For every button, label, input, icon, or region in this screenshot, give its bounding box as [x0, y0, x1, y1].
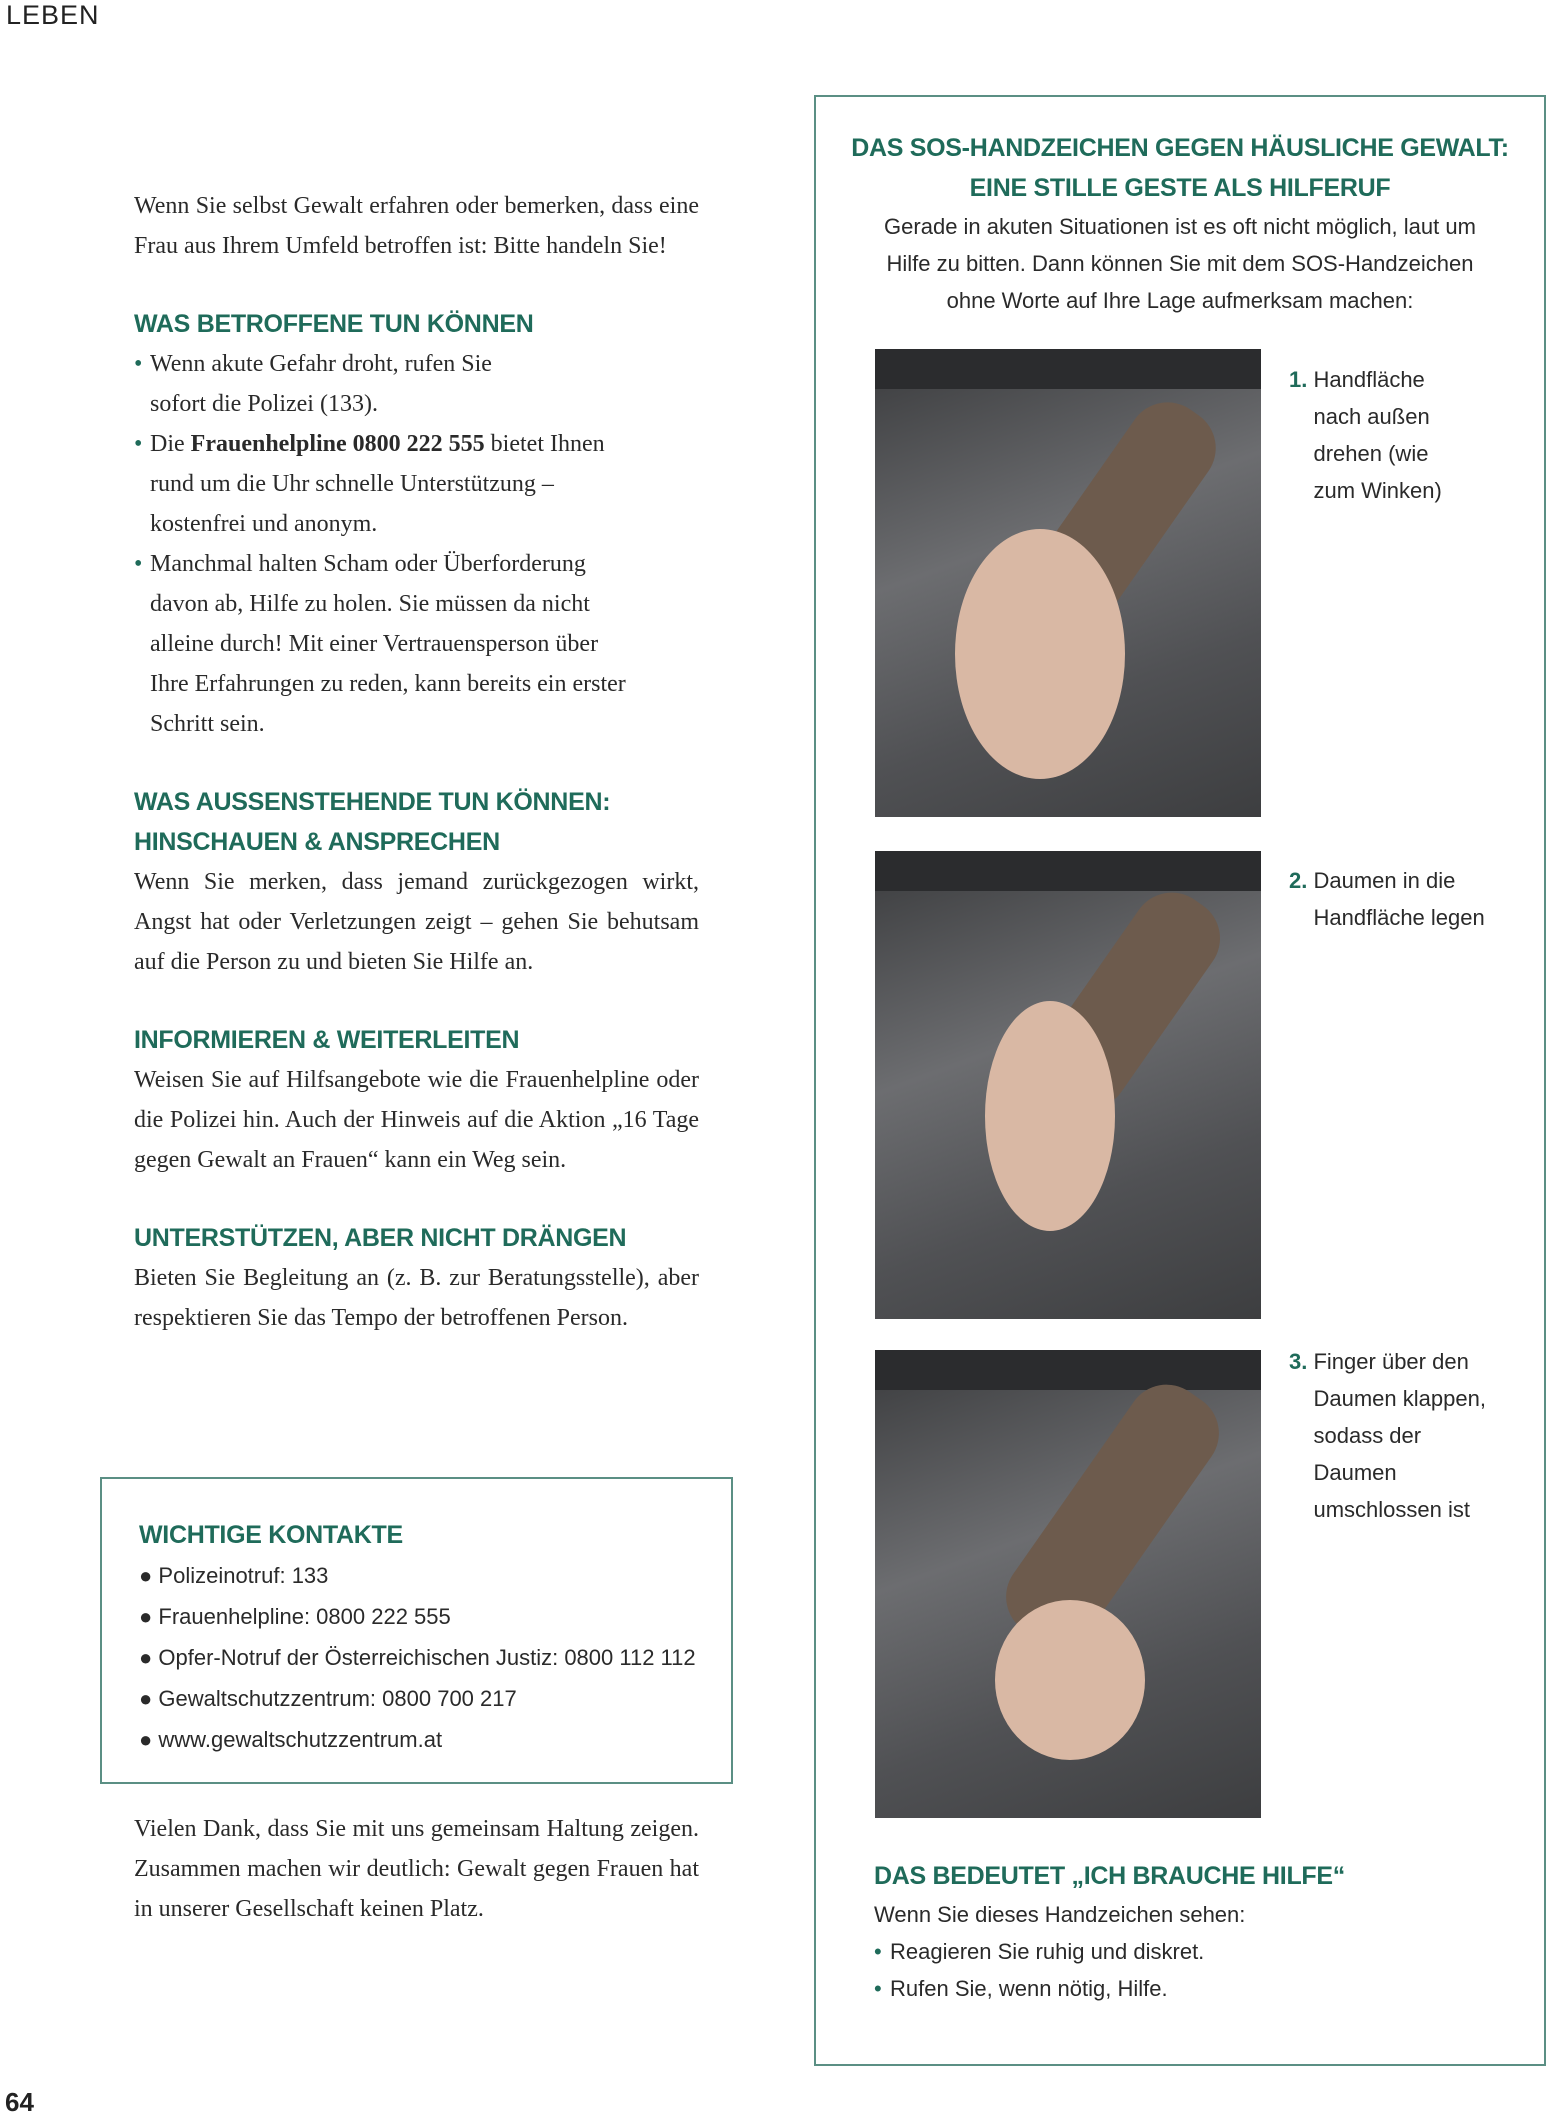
heading-aussenstehende-2: HINSCHAUEN & ANSPRECHEN	[134, 828, 500, 856]
sos-intro: Gerade in akuten Situationen ist es oft nicht möglich, laut um Hilfe zu bitten. Dann können Sie mit dem SOS-Handzeichen ohne Worte auf Ihre Lage aufmerksam machen:	[884, 214, 1476, 313]
list-item: • Reagieren Sie ruhig und diskret.	[874, 1933, 1494, 1970]
helpline-highlight: Frauenhelpline 0800 222 555	[190, 431, 485, 457]
contact-item: ● Gewaltschutzzentrum: 0800 700 217	[139, 1686, 517, 1711]
meaning-intro: Wenn Sie dieses Handzeichen sehen:	[874, 1902, 1246, 1927]
intro-text: Wenn Sie selbst Gewalt erfahren oder bemerken, dass eine Frau aus Ihrem Umfeld betroffen ist: Bitte handeln Sie!	[134, 193, 699, 259]
list-item: • Die Frauenhelpline 0800 222 555 bietet Ihnen rund um die Uhr schnelle Unterstützung – kostenfrei und anonym.	[134, 424, 684, 544]
informieren-text: Weisen Sie auf Hilfsangebote wie die Frauenhelpline oder die Polizei hin. Auch der Hinweis auf die Aktion „16 Tage gegen Gewalt an Frauen“ kann ein Weg sein.	[134, 1067, 699, 1173]
list-item: • Rufen Sie, wenn nötig, Hilfe.	[874, 1970, 1494, 2007]
list-item: • Manchmal halten Scham oder Überforderung davon ab, Hilfe zu holen. Sie müssen da nicht alleine durch! Mit einer Vertrauensperson über Ihre Erfahrungen zu reden, kann bereits ein erster Schritt sein.	[134, 544, 684, 744]
contacts-box	[100, 1477, 733, 1784]
meaning-section	[874, 1856, 1494, 2007]
heading-unterstuetzen: UNTERSTÜTZEN, ABER NICHT DRÄNGEN	[134, 1224, 627, 1252]
left-column	[134, 186, 699, 1338]
outro-text: Vielen Dank, dass Sie mit uns gemeinsam Haltung zeigen. Zusammen machen wir deutlich: Gewalt gegen Frauen hat in unserer Gesellschaft keinen Platz.	[134, 1816, 699, 1922]
heading-betroffene: WAS BETROFFENE TUN KÖNNEN	[134, 310, 534, 338]
aussenstehende-text: Wenn Sie merken, dass jemand zurückgezogen wirkt, Angst hat oder Verletzungen zeigt – gehen Sie behutsam auf die Person zu und bieten Sie Hilfe an.	[134, 869, 699, 975]
contact-link[interactable]: ● www.gewaltschutzzentrum.at	[139, 1727, 443, 1752]
heading-informieren: INFORMIEREN & WEITERLEITEN	[134, 1026, 520, 1054]
sos-header	[830, 128, 1530, 319]
photo-step-2	[875, 851, 1261, 1319]
page-number: 64	[5, 2087, 34, 2117]
step-3: 3. Finger über den Daumen klappen, sodass der Daumen umschlossen ist	[1289, 1349, 1486, 1522]
sos-title-1: DAS SOS-HANDZEICHEN GEGEN HÄUSLICHE GEWALT:	[851, 134, 1509, 162]
section-header: LEBEN	[6, 0, 100, 30]
heading-aussenstehende-1: WAS AUSSENSTEHENDE TUN KÖNNEN:	[134, 788, 611, 816]
unterstuetzen-text: Bieten Sie Begleitung an (z. B. zur Beratungsstelle), aber respektieren Sie das Tempo der betroffenen Person.	[134, 1265, 699, 1331]
sos-title-2: EINE STILLE GESTE ALS HILFERUF	[969, 174, 1391, 202]
step-1: 1. Handfläche nach außen drehen (wie zum Winken)	[1289, 367, 1442, 503]
contact-item: ● Opfer-Notruf der Österreichischen Justiz: 0800 112 112	[139, 1645, 696, 1670]
meaning-title: DAS BEDEUTET „ICH BRAUCHE HILFE“	[874, 1862, 1345, 1890]
contact-item: ● Frauenhelpline: 0800 222 555	[139, 1604, 451, 1629]
contact-item: ● Polizeinotruf: 133	[139, 1563, 329, 1588]
betroffene-list	[134, 344, 684, 744]
photo-step-3	[875, 1350, 1261, 1818]
meaning-list	[874, 1933, 1494, 2007]
step-2: 2. Daumen in die Handfläche legen	[1289, 868, 1485, 930]
list-item: • Wenn akute Gefahr droht, rufen Sie sofort die Polizei (133).	[134, 344, 684, 424]
contacts-list	[139, 1555, 731, 1760]
contacts-title: WICHTIGE KONTAKTE	[139, 1521, 403, 1549]
photo-step-1	[875, 349, 1261, 817]
